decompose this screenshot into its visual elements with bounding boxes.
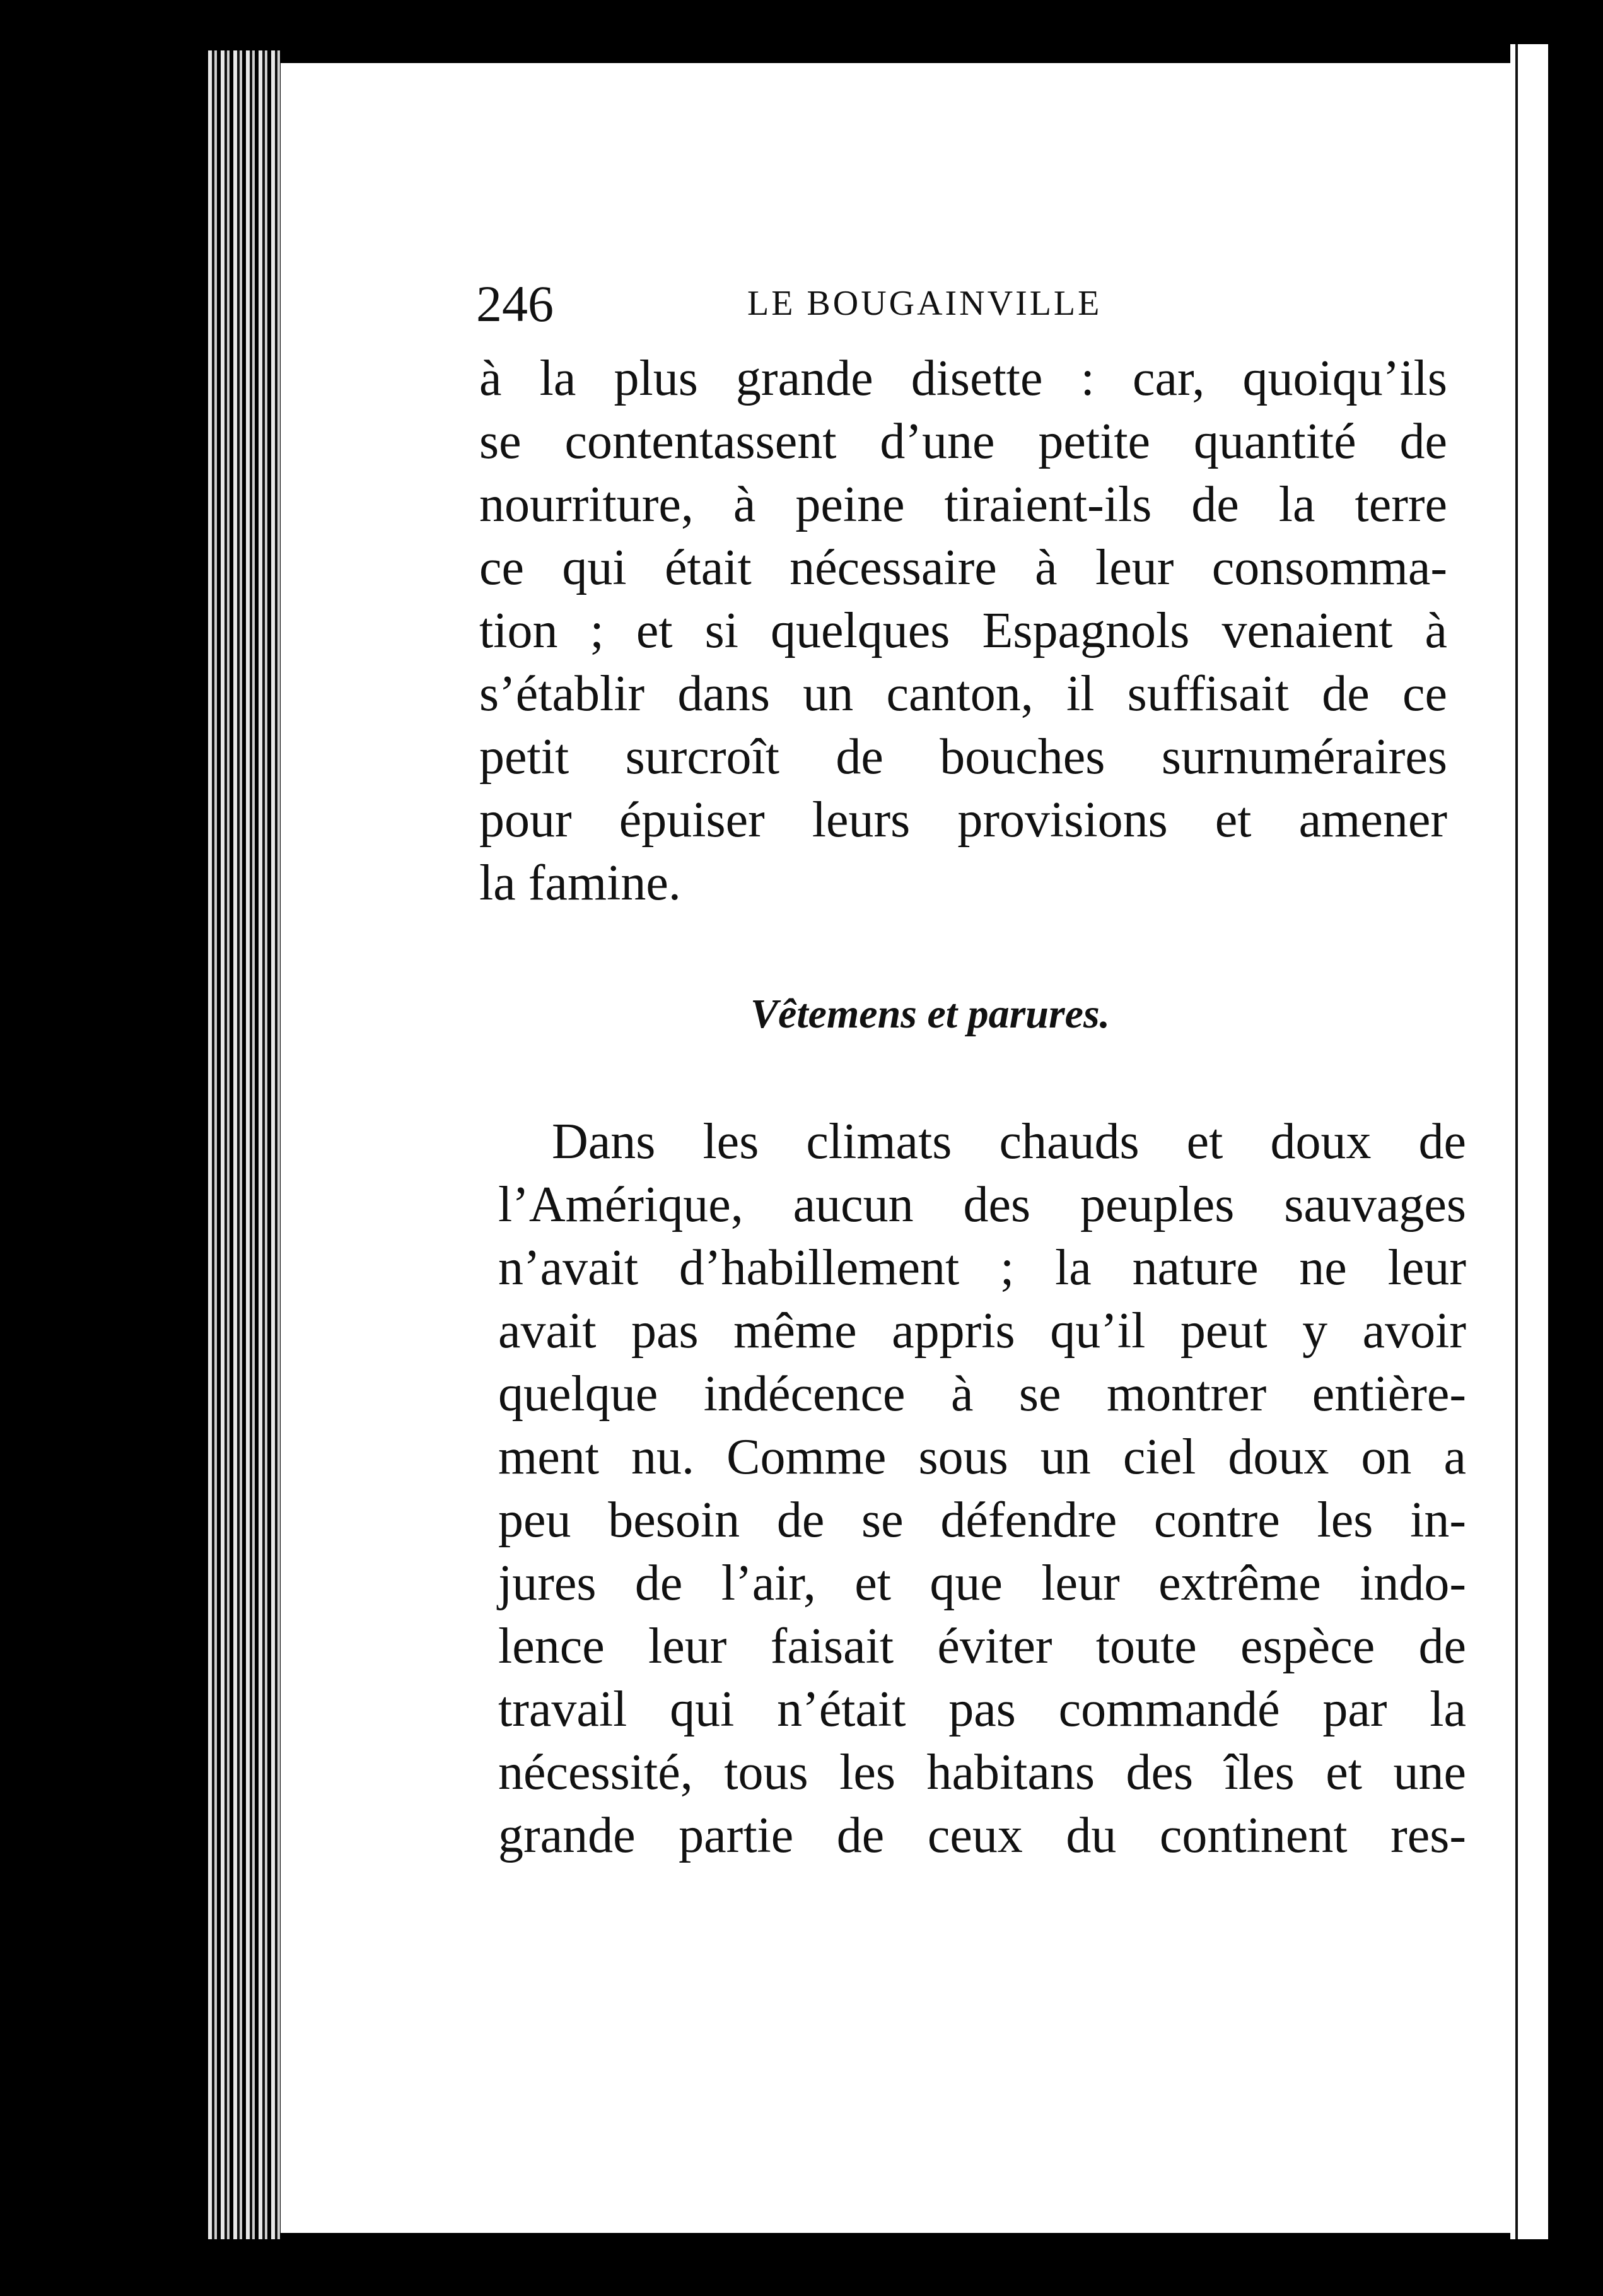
running-head [476,274,1422,344]
text-line: pour épuiser leurs provisions et amener [479,792,1447,848]
text-line: s’établir dans un canton, il suffisait de ce [479,666,1447,722]
book-page [281,63,1510,2233]
text-line: petit surcroît de bouches surnuméraires [479,729,1447,785]
text-line: à la plus grande disette : car, quoiqu’ils [479,351,1447,406]
text-line: quelque indécence à se montrer entière- [498,1366,1466,1422]
text-line: ment nu. Comme sous un ciel doux on a [498,1429,1466,1485]
text-line: grande partie de ceux du continent res- [498,1808,1466,1863]
text-line: l’Amérique, aucun des peuples sauvages [498,1177,1466,1233]
book-binding-edge [208,50,284,2239]
text-line: la famine. [479,855,681,911]
text-line: lence leur faisait éviter toute espèce de [498,1619,1466,1674]
text-line: travail qui n’était pas commandé par la [498,1682,1466,1737]
running-title: LE BOUGAINVILLE [747,284,1102,323]
text-line: se contentassent d’une petite quantité de [479,414,1447,469]
text-line: Dans les climats chauds et doux de [552,1114,1466,1169]
text-line: peu besoin de se défendre contre les in- [498,1492,1466,1548]
text-line: nécessité, tous les habitans des îles et une [498,1745,1466,1800]
facing-page-edge [1510,44,1548,2239]
text-line: avait pas même appris qu’il peut y avoir [498,1303,1466,1359]
text-line: jures de l’air, et que leur extrême indo- [498,1555,1466,1611]
text-line: ce qui était nécessaire à leur consomma- [479,540,1447,595]
text-line: nourriture, à peine tiraient-ils de la terre [479,477,1447,532]
page-number: 246 [476,275,554,332]
text-line: tion ; et si quelques Espagnols venaient à [479,603,1447,659]
section-heading: Vêtemens et parures. [750,991,1110,1037]
text-line: n’avait d’habillement ; la nature ne leur [498,1240,1466,1296]
